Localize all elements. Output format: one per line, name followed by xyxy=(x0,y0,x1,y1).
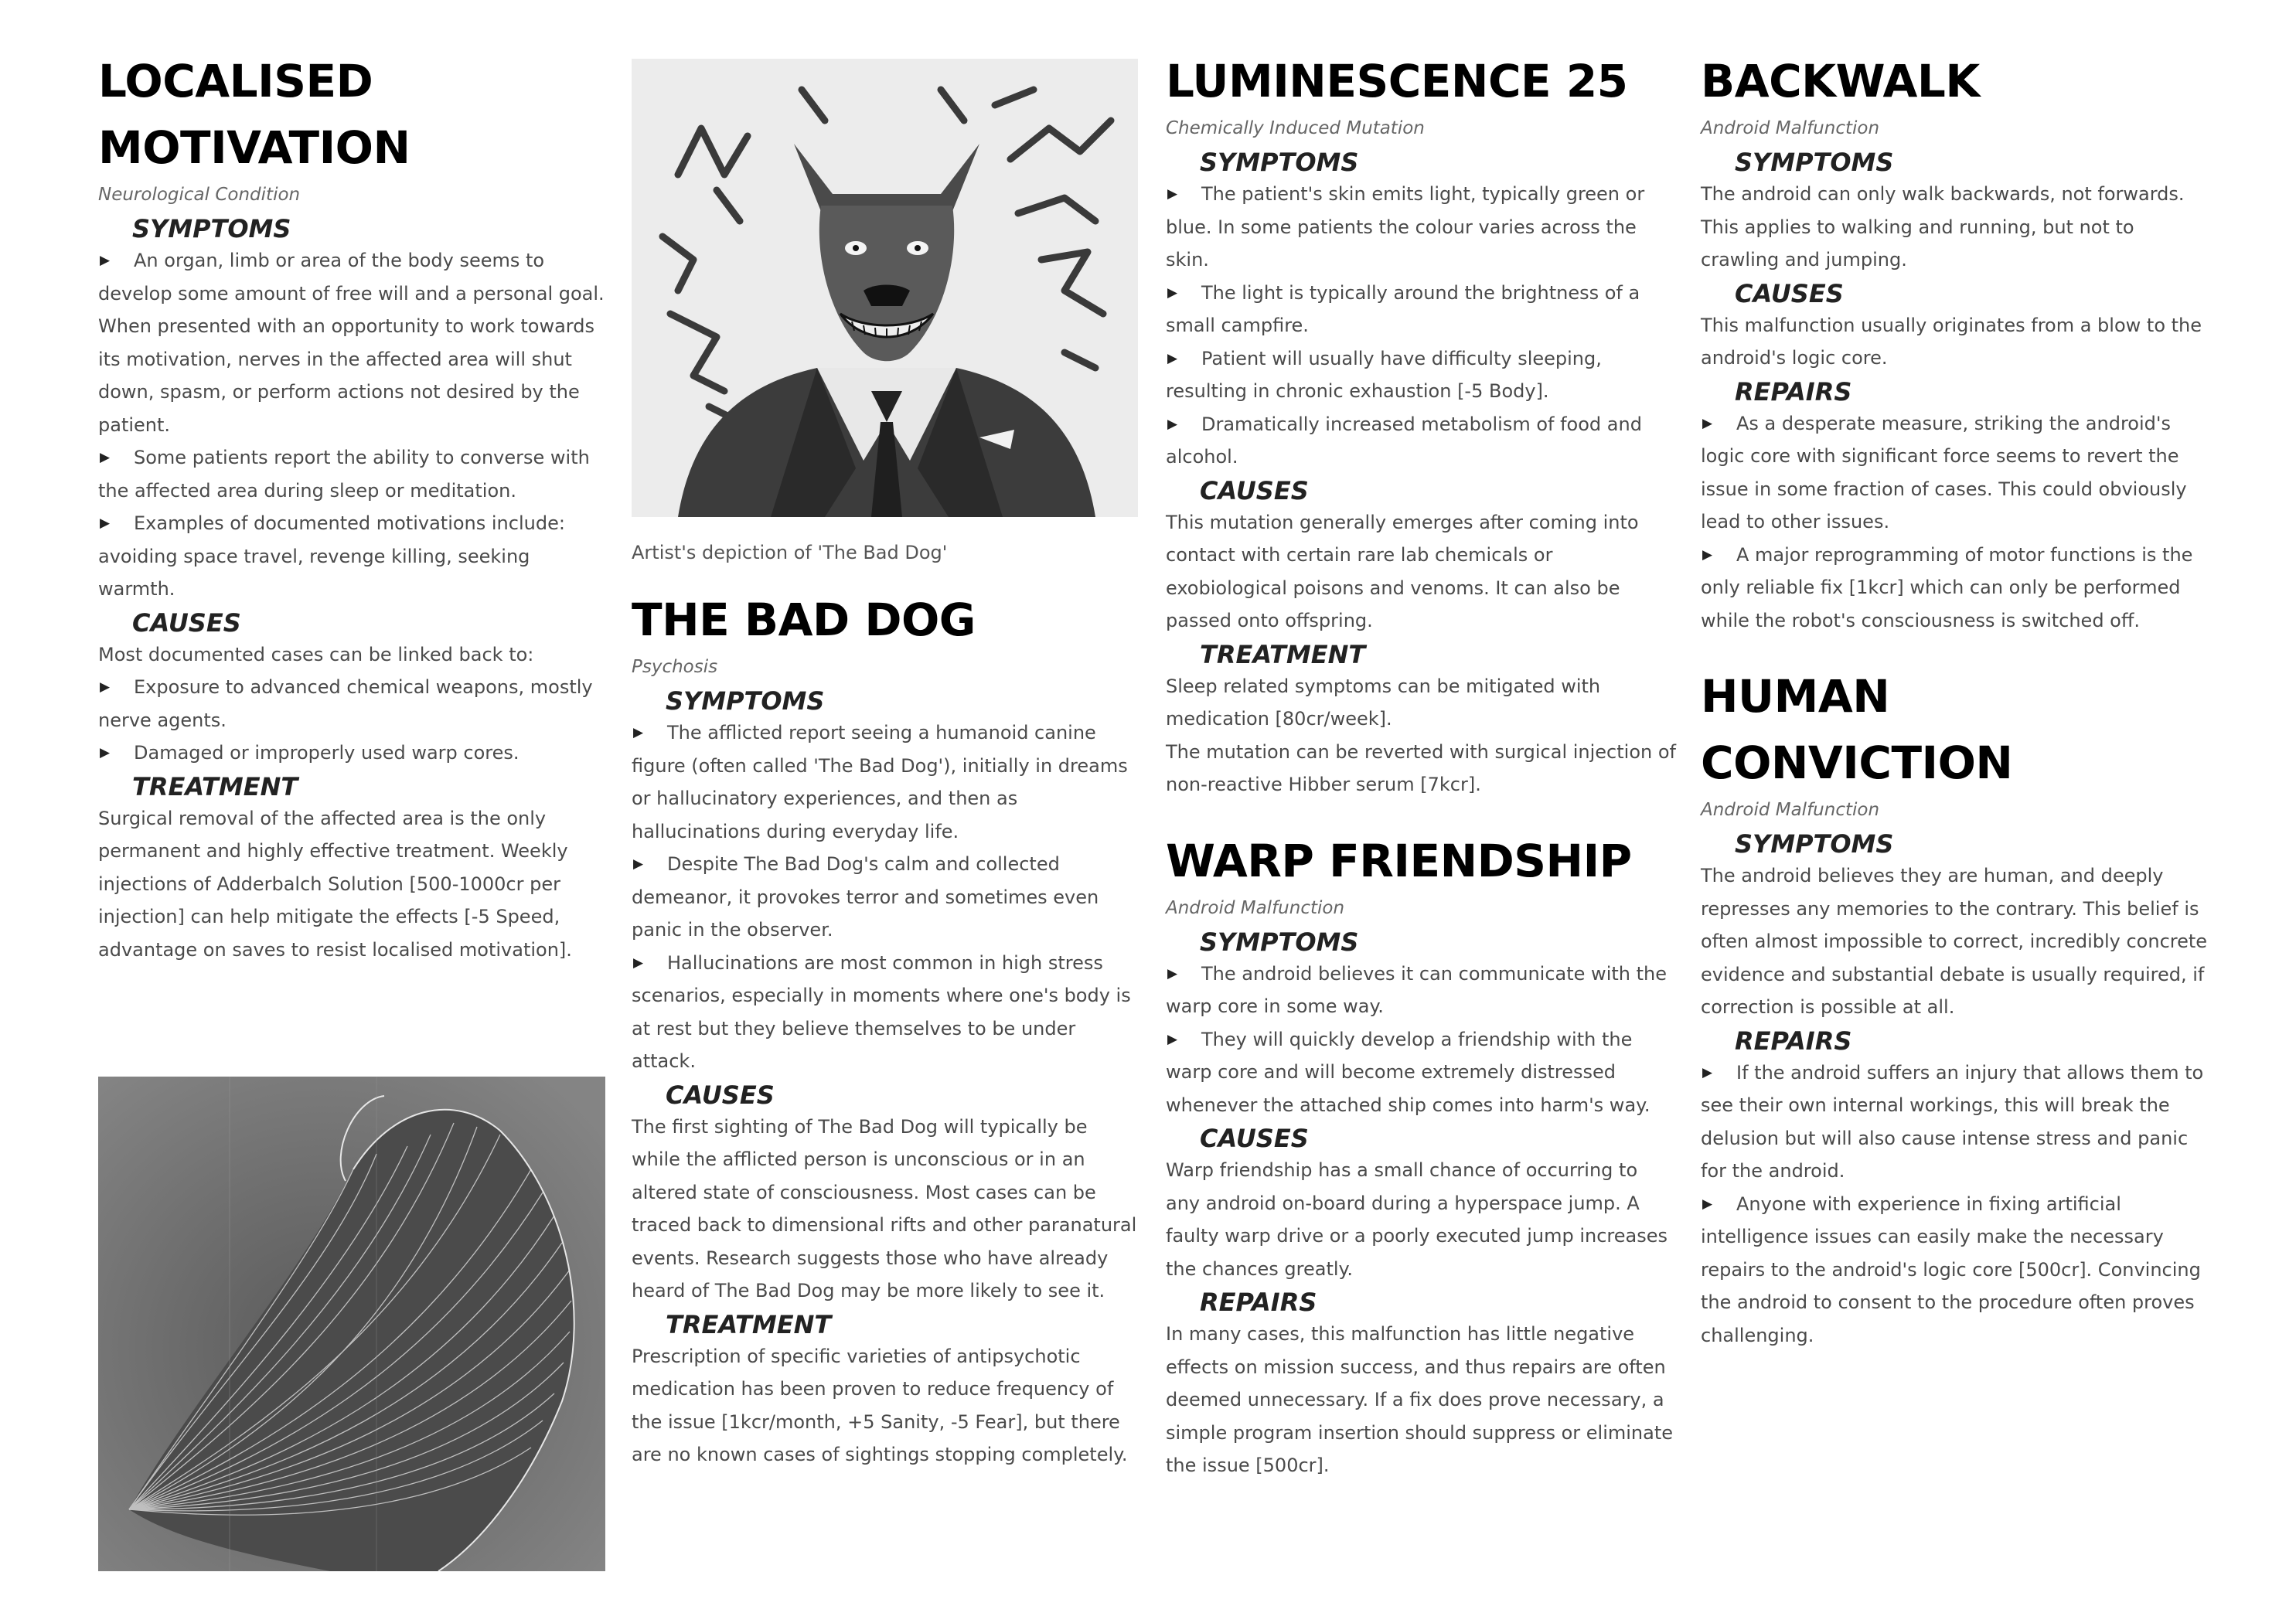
entry-category: Android Malfunction xyxy=(1701,800,1880,820)
column-luminescence-warp xyxy=(1166,48,1676,1482)
abstract-fiber-photo xyxy=(98,1077,605,1571)
entry-category: Chemically Induced Mutation xyxy=(1166,118,1425,138)
repair-item: ▶ If the android suffers an injury that allows them to see their own internal workings, this will break the delusion but will also cause intense stress and panic for the android. xyxy=(1701,1056,2211,1188)
bad-dog-artwork xyxy=(632,59,1138,517)
entry-category: Neurological Condition xyxy=(98,185,301,205)
entry-title-localised-motivation: LOCALISED MOTIVATION xyxy=(98,55,410,174)
symptoms-heading: SYMPTOMS xyxy=(1200,927,1359,957)
cause-item: ▶ Damaged or improperly used warp cores. xyxy=(98,737,608,770)
symptom-item: ▶ They will quickly develop a friendship with the warp core and will become extremely distressed whenever the attached ship comes into harm's way. xyxy=(1166,1023,1676,1122)
symptoms-heading: SYMPTOMS xyxy=(666,686,825,716)
symptom-item: ▶ An organ, limb or area of the body seems to develop some amount of free will and a personal goal. When presented with an opportunity to work towards its motivation, nerves in the affected area will shut down, spasm, or perform actions not desired by the patient. xyxy=(98,244,608,441)
symptom-item: ▶ Examples of documented motivations include: avoiding space travel, revenge killing, seeking warmth. xyxy=(98,507,608,606)
symptoms-text: The android can only walk backwards, not forwards. This applies to walking and running, but not to crawling and jumping. xyxy=(1701,183,2185,270)
causes-text: This malfunction usually originates from a blow to the android's logic core. xyxy=(1701,314,2202,369)
repair-item: ▶ Anyone with experience in fixing artificial intelligence issues can easily make the necessary repairs to the android's logic core [500cr]. Convincing the android to consent to the procedure often proves challenging. xyxy=(1701,1188,2211,1352)
entry-category: Android Malfunction xyxy=(1701,118,1880,138)
symptoms-heading: SYMPTOMS xyxy=(1735,148,1894,177)
treatment-heading: TREATMENT xyxy=(666,1309,832,1339)
causes-heading: CAUSES xyxy=(666,1080,775,1110)
entry-category: Psychosis xyxy=(632,657,718,677)
symptoms-text: The android believes they are human, and deeply represses any memories to the contrary. This belief is often almost impossible to correct, incredibly concrete evidence and substantial debate is usually required, if correction is possible at all. xyxy=(1701,865,2208,1018)
symptom-item: ▶ The afflicted report seeing a humanoid canine figure (often called 'The Bad Dog'), initially in dreams or hallucinatory experiences, and then as hallucinations during everyday life. xyxy=(632,716,1142,848)
symptom-item: ▶ Hallucinations are most common in high stress scenarios, especially in moments where one's body is at rest but they believe themselves to be under attack. xyxy=(632,947,1142,1078)
entry-title-backwalk: BACKWALK xyxy=(1701,55,1980,107)
column-the-bad-dog xyxy=(632,48,1142,1472)
symptom-item: ▶ Some patients report the ability to converse with the affected area during sleep or meditation. xyxy=(98,441,608,507)
repairs-heading: REPAIRS xyxy=(1735,376,1852,407)
repairs-heading: REPAIRS xyxy=(1200,1288,1317,1317)
bad-dog-illustration xyxy=(632,59,1138,517)
causes-intro: Most documented cases can be linked back to: xyxy=(98,643,534,665)
entry-title-warp-friendship: WARP FRIENDSHIP xyxy=(1166,834,1632,887)
symptoms-heading: SYMPTOMS xyxy=(132,214,291,243)
repairs-heading: REPAIRS xyxy=(1735,1026,1852,1056)
symptom-item: ▶ The android believes it can communicate with the warp core in some way. xyxy=(1166,958,1676,1023)
symptom-item: ▶ The light is typically around the brightness of a small campfire. xyxy=(1166,277,1676,342)
artwork-caption: Artist's depiction of 'The Bad Dog' xyxy=(632,542,948,563)
repair-item: ▶ A major reprogramming of motor functions is the only reliable fix [1kcr] which can only be performed while the robot's consciousness is switched off. xyxy=(1701,539,2211,638)
treatment-heading: TREATMENT xyxy=(1200,639,1366,669)
treatment-text: The mutation can be reverted with surgical injection of non-reactive Hibber serum [7kcr]. xyxy=(1166,740,1676,795)
entry-category: Android Malfunction xyxy=(1166,897,1345,918)
symptom-item: ▶ Dramatically increased metabolism of food and alcohol. xyxy=(1166,408,1676,474)
repair-item: ▶ As a desperate measure, striking the android's logic core with significant force seems to revert the issue in some fraction of cases. This could obviously lead to other issues. xyxy=(1701,407,2211,539)
column-localised-motivation xyxy=(98,48,608,966)
treatment-text: Prescription of specific varieties of antipsychotic medication has been proven to reduce frequency of the issue [1kcr/month, +5 Sanity, -5 Fear], but there are no known cases of sightings stopping completely. xyxy=(632,1345,1128,1465)
causes-heading: CAUSES xyxy=(1200,475,1309,505)
symptoms-heading: SYMPTOMS xyxy=(1200,148,1359,177)
entry-title-luminescence-25: LUMINESCENCE 25 xyxy=(1166,55,1628,107)
treatment-text: Surgical removal of the affected area is the only permanent and highly effective treatment. Weekly injections of Adderbalch Solution [500-1000cr per injection] can help mitigate the effects [-5 Speed, advantage on saves to resist localised motivation]. xyxy=(98,807,572,961)
abstract-fiber-image xyxy=(98,1077,605,1571)
column-backwalk-human-conviction xyxy=(1701,48,2211,1352)
entry-title-human-conviction: HUMAN CONVICTION xyxy=(1701,670,2013,789)
symptoms-heading: SYMPTOMS xyxy=(1735,829,1894,859)
symptom-item: ▶ Despite The Bad Dog's calm and collected demeanor, it provokes terror and sometimes even panic in the observer. xyxy=(632,848,1142,947)
symptom-item: ▶ The patient's skin emits light, typically green or blue. In some patients the colour varies across the skin. xyxy=(1166,178,1676,277)
repairs-text: In many cases, this malfunction has little negative effects on mission success, and thus repairs are often deemed unnecessary. If a fix does prove necessary, a simple program insertion should suppress or eliminate the issue [500cr]. xyxy=(1166,1323,1674,1476)
treatment-heading: TREATMENT xyxy=(132,771,298,801)
causes-text: This mutation generally emerges after coming into contact with certain rare lab chemicals or exobiological poisons and venoms. It can also be passed onto offspring. xyxy=(1166,511,1639,631)
causes-text: Warp friendship has a small chance of occurring to any android on-board during a hyperspace jump. A faulty warp drive or a poorly executed jump increases the chances greatly. xyxy=(1166,1159,1667,1280)
cause-item: ▶ Exposure to advanced chemical weapons, mostly nerve agents. xyxy=(98,671,608,737)
causes-heading: CAUSES xyxy=(1200,1124,1309,1153)
causes-heading: CAUSES xyxy=(132,607,241,638)
entry-title-the-bad-dog: THE BAD DOG xyxy=(632,594,976,646)
treatment-text: Sleep related symptoms can be mitigated with medication [80cr/week]. xyxy=(1166,675,1601,730)
causes-heading: CAUSES xyxy=(1735,278,1844,308)
causes-text: The first sighting of The Bad Dog will typically be while the afflicted person is unconscious or in an altered state of consciousness. Most cases can be traced back to dimensional rifts and other paranatural events. Research suggests those who have already heard of The Bad Dog may be more likely to see it. xyxy=(632,1115,1137,1301)
symptom-item: ▶ Patient will usually have difficulty sleeping, resulting in chronic exhaustion [-5 Body]. xyxy=(1166,342,1676,408)
